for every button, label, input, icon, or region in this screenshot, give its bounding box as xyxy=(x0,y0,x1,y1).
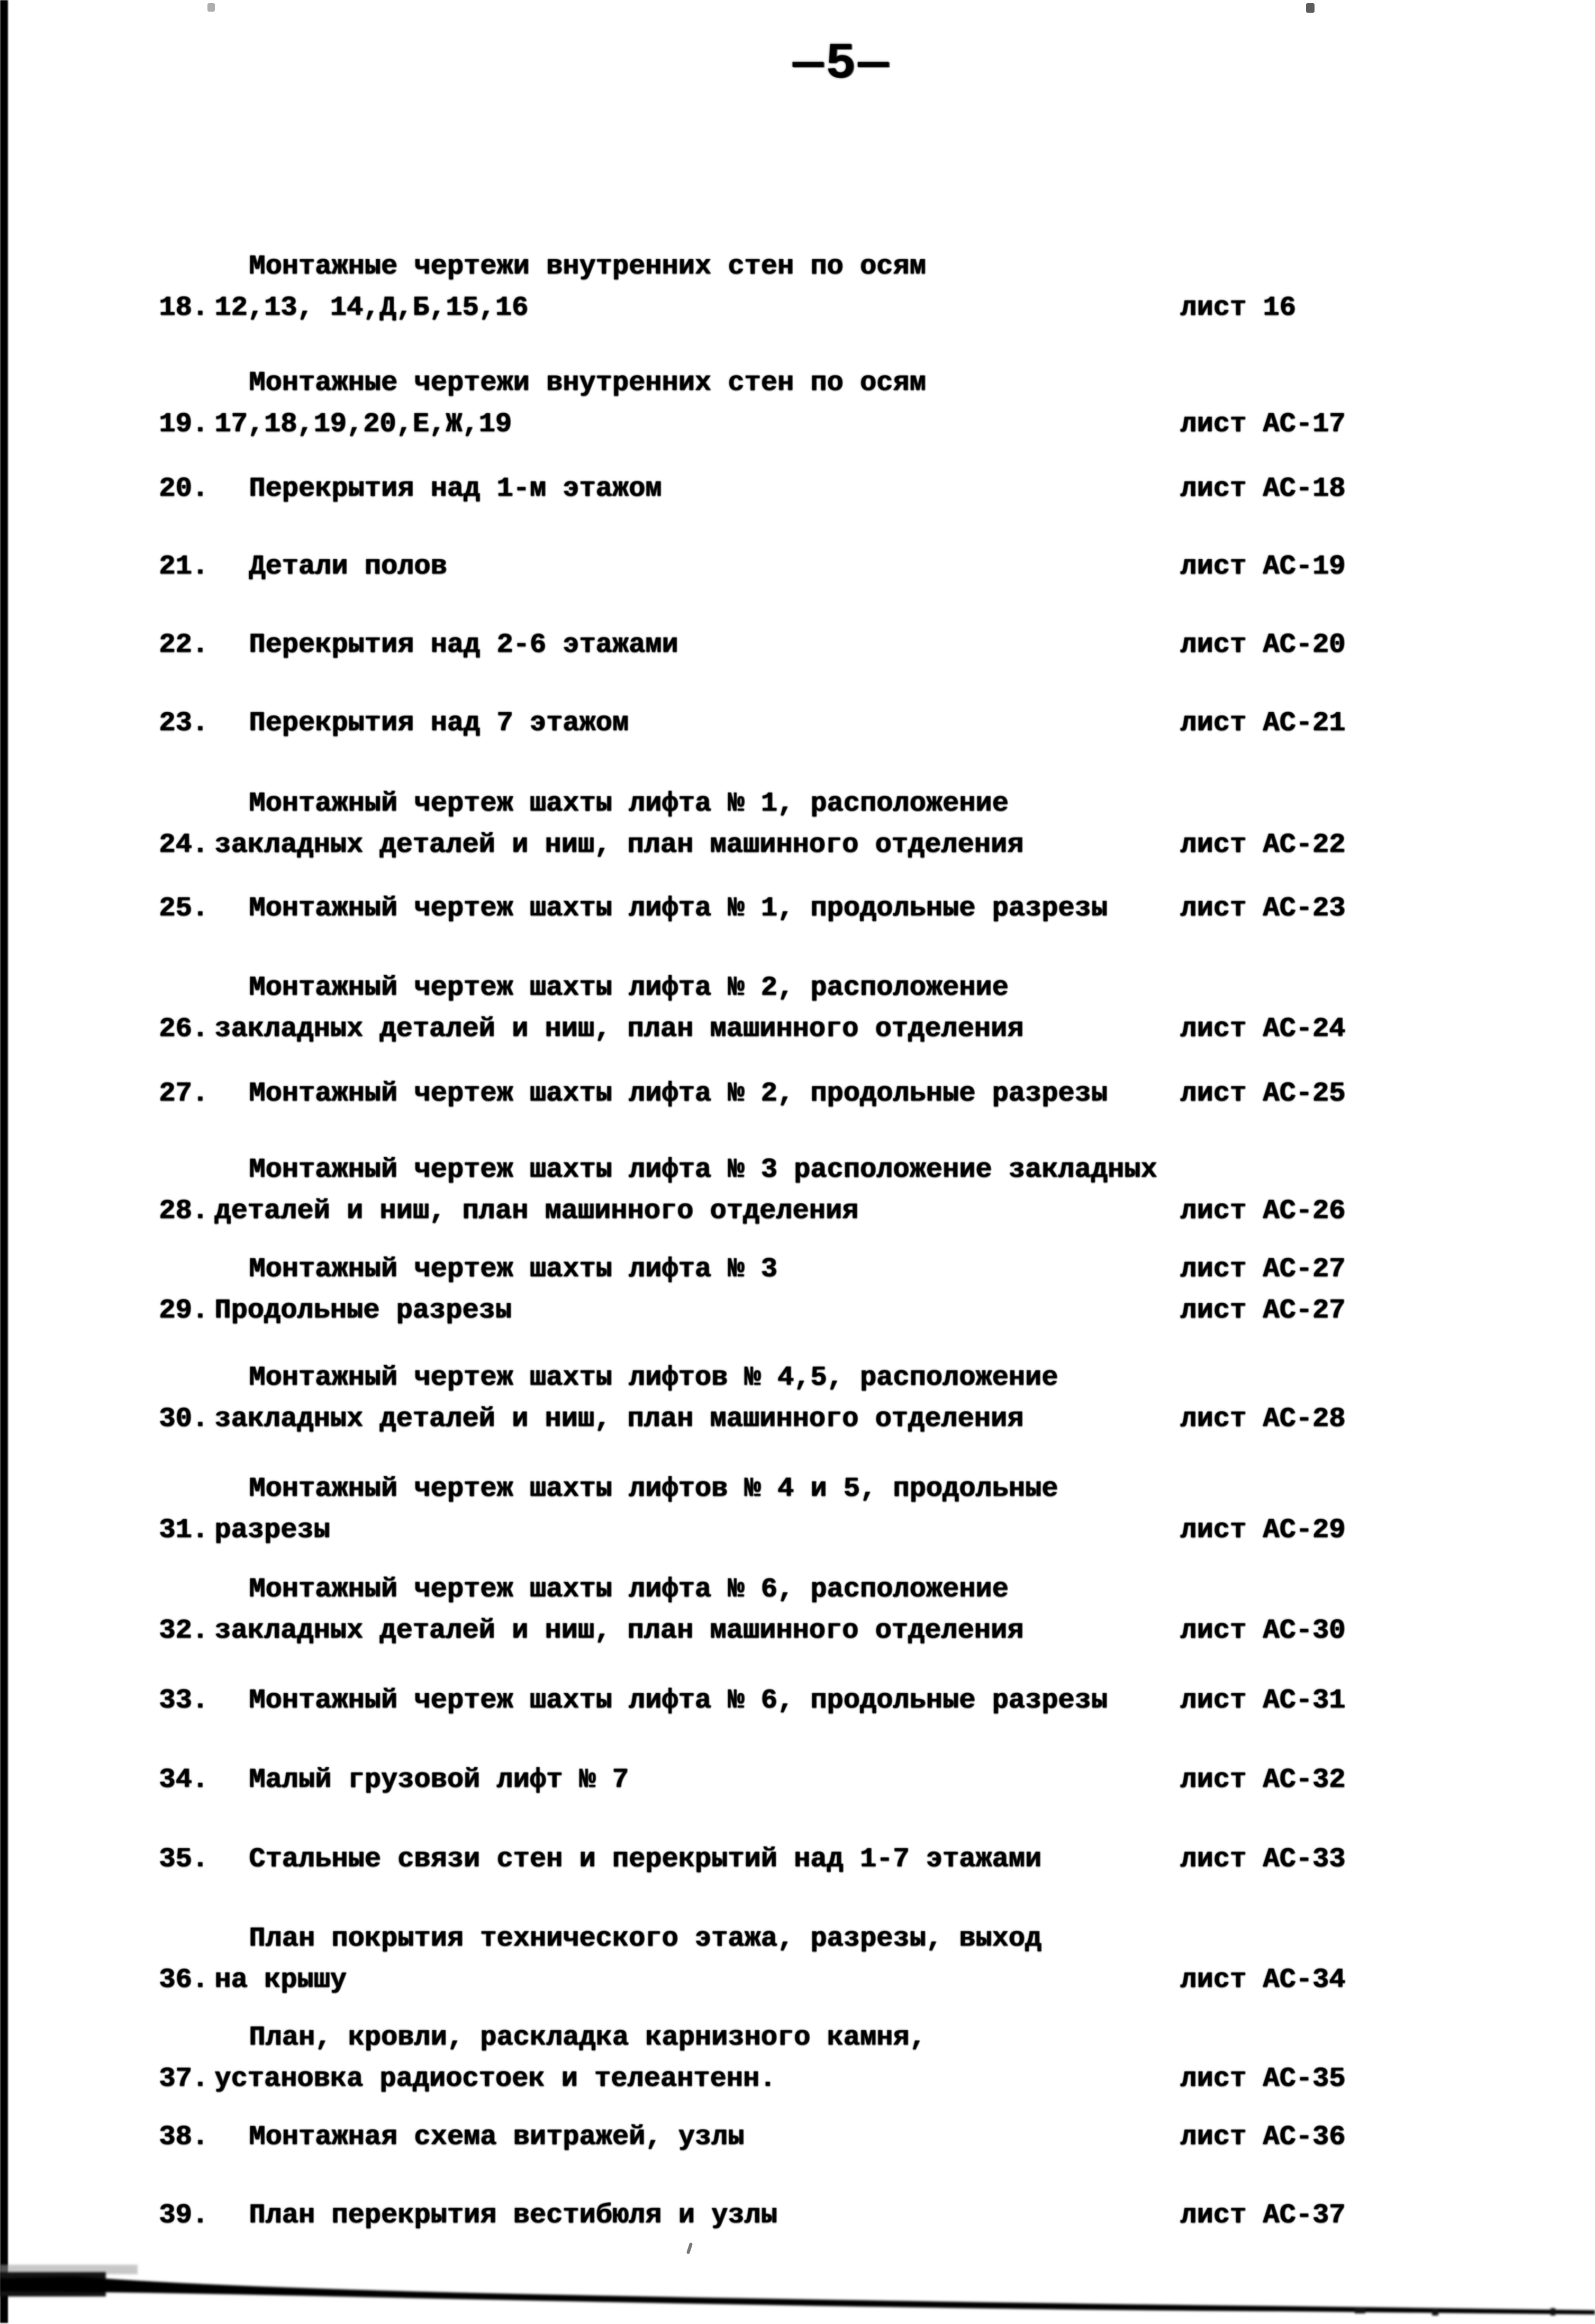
list-item xyxy=(159,2117,1545,2158)
list-item xyxy=(159,967,1545,1050)
item-title-line: Монтажная схема витражей, узлы xyxy=(249,2121,745,2153)
sheet-reference-line: лист АС-17 xyxy=(1180,408,1346,440)
item-number: 36. xyxy=(159,1964,209,1995)
item-number: 21. xyxy=(159,551,209,582)
sheet-reference xyxy=(1180,468,1345,510)
item-number: 20. xyxy=(159,473,209,504)
item-title-line: Монтажные чертежи внутренних стен по осям xyxy=(249,367,926,398)
item-title xyxy=(214,1357,1180,1440)
item-title xyxy=(249,1839,1180,1880)
item-number: 35. xyxy=(159,1844,209,1875)
item-title xyxy=(214,1149,1180,1232)
sheet-reference xyxy=(1180,1399,1345,1440)
item-title-line: План покрытия технического этажа, разрезы, выход xyxy=(249,1923,1041,1954)
sheet-reference xyxy=(1180,1009,1345,1050)
sheet-reference-line: лист АС-34 xyxy=(1180,1964,1346,1995)
item-title-line: Монтажный чертеж шахты лифта № 2, продольные разрезы xyxy=(249,1078,1108,1109)
item-title-line: 17,18,19,20,Е,Ж,19 xyxy=(214,408,512,440)
sheet-reference xyxy=(1180,2117,1345,2158)
sheet-reference xyxy=(1180,824,1345,866)
item-title xyxy=(249,2117,1180,2158)
item-number: 38. xyxy=(159,2121,209,2153)
sheet-reference xyxy=(1180,1959,1345,2001)
sheet-reference-line: лист АС-33 xyxy=(1180,1844,1346,1875)
item-title-line: установка радиостоек и телеантенн. xyxy=(214,2063,776,2094)
sheet-reference-line: лист АС-20 xyxy=(1180,629,1346,660)
sheet-reference-line: лист АС-27 xyxy=(1180,1295,1346,1326)
sheet-reference xyxy=(1180,1249,1345,1331)
item-title-line: Монтажные чертежи внутренних стен по осям xyxy=(249,251,926,282)
item-title xyxy=(249,1073,1180,1114)
item-number: 37. xyxy=(159,2063,209,2094)
sheet-reference-line: лист АС-18 xyxy=(1180,473,1346,504)
list-item xyxy=(159,1759,1545,1801)
item-title-line: закладных деталей и ниш, план машинного отделения xyxy=(214,829,1024,860)
sheet-reference-line: лист АС-24 xyxy=(1180,1013,1346,1045)
item-title-line: Монтажный чертеж шахты лифта № 1, продольные разрезы xyxy=(249,893,1108,924)
sheet-reference xyxy=(1180,1759,1345,1801)
sheet-reference xyxy=(1180,404,1345,445)
sheet-reference-line: лист АС-36 xyxy=(1180,2121,1346,2153)
item-title xyxy=(214,783,1180,866)
item-title xyxy=(249,546,1180,587)
item-number: 23. xyxy=(159,707,209,739)
list-item xyxy=(159,1569,1545,1651)
sheet-reference xyxy=(1180,1680,1345,1721)
list-item xyxy=(159,246,1545,329)
list-item xyxy=(159,624,1545,666)
sheet-reference xyxy=(1180,888,1345,929)
item-title xyxy=(249,1759,1180,1801)
sheet-reference xyxy=(1180,2195,1345,2236)
item-number: 28. xyxy=(159,1195,209,1227)
item-title xyxy=(249,2195,1180,2236)
item-title-line: закладных деталей и ниш, план машинного отделения xyxy=(214,1615,1024,1646)
item-title-line: на крышу xyxy=(214,1964,347,1995)
item-title-line: Продольные разрезы xyxy=(214,1295,512,1326)
item-number: 19. xyxy=(159,408,209,440)
item-title-line: Перекрытия над 1-м этажом xyxy=(249,473,662,504)
sheet-reference xyxy=(1180,287,1295,329)
sheet-reference-line: лист АС-27 xyxy=(1180,1254,1346,1285)
sheet-reference-line: лист АС-31 xyxy=(1180,1685,1346,1716)
list-item xyxy=(159,1680,1545,1721)
list-item xyxy=(159,783,1545,866)
list-item xyxy=(159,1468,1545,1551)
item-number: 25. xyxy=(159,893,209,924)
list-item xyxy=(159,1839,1545,1880)
scan-smudge-bottom-artifact xyxy=(0,2261,1595,2324)
sheet-reference-line: лист АС-21 xyxy=(1180,707,1346,739)
sheet-reference xyxy=(1180,2058,1345,2100)
item-title xyxy=(214,1569,1180,1651)
item-title-line: Монтажный чертеж шахты лифтов № 4,5, расположение xyxy=(249,1362,1058,1393)
item-title-line: разрезы xyxy=(214,1514,330,1546)
sheet-reference-line: лист 16 xyxy=(1180,292,1296,323)
item-title-line: Монтажный чертеж шахты лифта № 2, расположение xyxy=(249,972,1009,1003)
list-item xyxy=(159,2195,1545,2236)
item-title xyxy=(214,1918,1180,2001)
item-title xyxy=(249,703,1180,744)
item-title xyxy=(249,1680,1180,1721)
item-title xyxy=(214,1249,1180,1331)
list-item xyxy=(159,468,1545,510)
item-title-line: 12,13, 14,Д,Б,15,16 xyxy=(214,292,528,323)
list-item xyxy=(159,362,1545,445)
sheet-reference xyxy=(1180,1510,1345,1551)
sheet-reference xyxy=(1180,1191,1345,1232)
page-number: —5— xyxy=(793,35,891,93)
item-title xyxy=(214,1468,1180,1551)
item-number: 31. xyxy=(159,1514,209,1546)
sheet-reference xyxy=(1180,1839,1345,1880)
item-title-line: Монтажный чертеж шахты лифта № 6, продольные разрезы xyxy=(249,1685,1108,1716)
sheet-reference-line: лист АС-25 xyxy=(1180,1078,1346,1109)
item-title-line: Стальные связи стен и перекрытий над 1-7 этажами xyxy=(249,1844,1041,1875)
sheet-reference xyxy=(1180,546,1345,587)
list-item xyxy=(159,1357,1545,1440)
item-number: 27. xyxy=(159,1078,209,1109)
item-number: 30. xyxy=(159,1403,209,1435)
sheet-reference-line: лист АС-35 xyxy=(1180,2063,1346,2094)
item-title-line: Перекрытия над 2-6 этажами xyxy=(249,629,678,660)
list-item xyxy=(159,1918,1545,2001)
item-title-line: План, кровли, раскладка карнизного камня, xyxy=(249,2022,926,2053)
item-title-line: Малый грузовой лифт № 7 xyxy=(249,1764,629,1795)
item-title-line: Монтажный чертеж шахты лифта № 3 xyxy=(249,1254,777,1285)
sheet-reference-line: лист АС-26 xyxy=(1180,1195,1346,1227)
item-title-line: Перекрытия над 7 этажом xyxy=(249,707,629,739)
list-item xyxy=(159,1073,1545,1114)
item-title xyxy=(249,624,1180,666)
item-title-line: закладных деталей и ниш, план машинного отделения xyxy=(214,1403,1024,1435)
item-number: 24. xyxy=(159,829,209,860)
sheet-reference xyxy=(1180,624,1345,666)
item-title xyxy=(249,888,1180,929)
item-number: 32. xyxy=(159,1615,209,1646)
item-title xyxy=(214,2017,1180,2100)
sheet-reference xyxy=(1180,1610,1345,1651)
sheet-reference-line: лист АС-28 xyxy=(1180,1403,1346,1435)
item-number: 26. xyxy=(159,1013,209,1045)
item-number: 22. xyxy=(159,629,209,660)
item-number: 18. xyxy=(159,292,209,323)
item-title-line: Монтажный чертеж шахты лифта № 3 расположение закладных xyxy=(249,1154,1157,1185)
item-title-line: закладных деталей и ниш, план машинного отделения xyxy=(214,1013,1024,1045)
list-item xyxy=(159,1249,1545,1331)
item-title-line: Монтажный чертеж шахты лифта № 1, расположение xyxy=(249,788,1009,819)
sheet-reference xyxy=(1180,703,1345,744)
sheet-reference-line: лист АС-19 xyxy=(1180,551,1346,582)
sheet-reference-line: лист АС-37 xyxy=(1180,2200,1346,2231)
item-title xyxy=(249,468,1180,510)
list-item xyxy=(159,703,1545,744)
sheet-reference-line: лист АС-23 xyxy=(1180,893,1346,924)
list-item xyxy=(159,546,1545,587)
sheet-reference-line: лист АС-30 xyxy=(1180,1615,1346,1646)
list-item xyxy=(159,2017,1545,2100)
item-title-line: План перекрытия вестибюля и узлы xyxy=(249,2200,777,2231)
item-title-line: Монтажный чертеж шахты лифтов № 4 и 5, продольные xyxy=(249,1473,1058,1504)
item-title xyxy=(214,362,1180,445)
item-title-line: Детали полов xyxy=(249,551,447,582)
sheet-reference-line: лист АС-29 xyxy=(1180,1514,1346,1546)
item-number: 29. xyxy=(159,1295,209,1326)
item-title-line: деталей и ниш, план машинного отделения xyxy=(214,1195,858,1227)
sheet-reference xyxy=(1180,1073,1345,1114)
list-item xyxy=(159,1149,1545,1232)
sheet-reference-line: лист АС-32 xyxy=(1180,1764,1346,1795)
item-number: 39. xyxy=(159,2200,209,2231)
item-title xyxy=(214,967,1180,1050)
sheet-reference-line: лист АС-22 xyxy=(1180,829,1346,860)
item-number: 33. xyxy=(159,1685,209,1716)
item-title-line: Монтажный чертеж шахты лифта № 6, расположение xyxy=(249,1574,1009,1605)
list-item xyxy=(159,888,1545,929)
item-number: 34. xyxy=(159,1764,209,1795)
item-title xyxy=(214,246,1180,329)
